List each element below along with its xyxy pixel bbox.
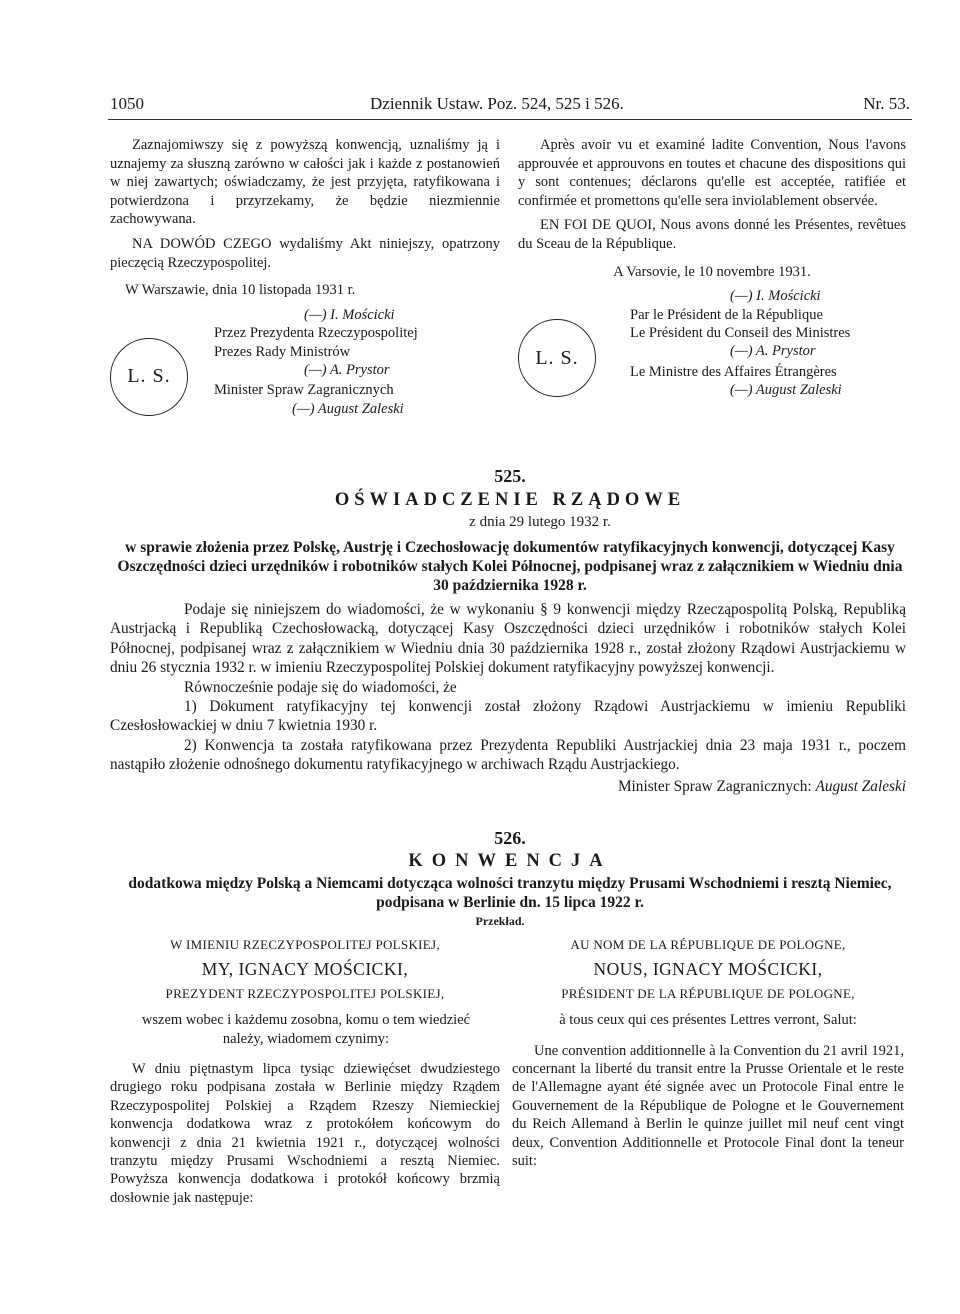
president-title: PREZYDENT RZECZYPOSPOLITEJ POLSKIEJ, xyxy=(165,985,445,1001)
signature-zaleski: (—) August Zaleski xyxy=(292,400,404,417)
president-name: MY, IGNACY MOŚCICKI, xyxy=(201,959,409,980)
signature-name: August Zaleski xyxy=(815,777,906,795)
section-525-signature xyxy=(110,777,906,796)
section-525-title: OŚWIADCZENIE RZĄDOWE xyxy=(334,490,686,510)
invocation-line-fr: AU NOM DE LA RÉPUBLIQUE DE POLOGNE, xyxy=(570,937,846,952)
issue-number: Nr. 53. xyxy=(863,94,910,113)
paragraph: Równocześnie podaje się do wiadomości, że xyxy=(184,678,457,696)
signature-moscicki-fr: (—) I. Mościcki xyxy=(730,288,821,305)
signature-label: Minister Spraw Zagranicznych: xyxy=(617,777,812,795)
section-525-body xyxy=(110,600,906,796)
journal-title: Dziennik Ustaw. Poz. 524, 525 i 526. xyxy=(370,94,624,113)
seal-stamp: L. S. xyxy=(110,338,188,416)
in-witness-paragraph: NA DOWÓD CZEGO wydaliśmy Akt niniejszy, opatrzony pieczęcią Rzeczypospolitej. xyxy=(110,235,500,271)
president-title-fr: PRÉSIDENT DE LA RÉPUBLIQUE DE POLOGNE, xyxy=(561,985,855,1001)
role-prime-minister-fr: Le Président du Conseil des Ministres xyxy=(630,324,851,341)
section-525-date: z dnia 29 lutego 1932 r. xyxy=(469,514,611,530)
convention-paragraph-fr: Une convention additionnelle à la Convention du 21 avril 1921, concernant la liberté du transit entre la Prusse Orientale et le reste de l'Allemagne ayant été signée avec un Protocole Final entre le Gouvernement de la République de Pologne et le Gouvernement du Reich Allemand à Berlin le quinze juillet mil neuf cent vingt deux, Convention Additionnelle et Protocole Final dont la teneur suit: xyxy=(512,1042,904,1170)
treaty-french-column xyxy=(518,136,906,417)
section-526-subject: dodatkowa między Polską a Niemcami dotycząca wolności tranzytu między Prusami Wschodniemi i resztą Niemiec, podpisana w Berlinie dn. 15 lipca 1922 r. xyxy=(128,875,892,911)
president-name-fr: NOUS, IGNACY MOŚCICKI, xyxy=(593,959,823,980)
place-date: W Warszawie, dnia 10 listopada 1931 r. xyxy=(125,282,356,299)
proclamation-line-fr: à tous ceux qui ces présentes Lettres verront, Salut: xyxy=(559,1012,857,1029)
signature-block xyxy=(110,306,500,436)
page-header xyxy=(110,94,910,118)
role-prime-minister: Prezes Rady Ministrów xyxy=(214,343,351,360)
section-526-title: KONWENCJA xyxy=(408,851,612,871)
proclamation-line: wszem wobec i każdemu zosobna, komu o tem wiedzieć należy, wiadomem czynimy: xyxy=(141,1012,471,1047)
ratification-paragraph: Zaznajomiwszy się z powyższą konwencją, uznaliśmy ją i uznajemy za słuszną zarówno w całości jak i każde z postanowień w niej zawartych; oświadczamy, że jest przyjęta, ratyfikowana i potwierdzona i przyrzekamy, że będzie niezmiennie zachowywana. xyxy=(110,137,500,228)
signature-prystor: (—) A. Prystor xyxy=(304,361,390,378)
list-item: 2) Konwencja ta została ratyfikowana przez Prezydenta Republiki Austrjackiej dnia 23 maja 1931 r., poczem nastąpiło złożenie odnośnego dokumentu ratyfikacyjnego w archiwach Rządu Austrjackiego. xyxy=(110,736,906,774)
seal-stamp-fr: L. S. xyxy=(518,319,596,397)
convention-french-column xyxy=(512,936,904,1170)
role-president: Przez Prezydenta Rzeczypospolitej xyxy=(214,325,418,342)
signature-block-fr xyxy=(518,287,906,417)
signatures xyxy=(214,306,418,418)
in-witness-paragraph-fr: EN FOI DE QUOI, Nous avons donné les Présentes, revêtues du Sceau de la République. xyxy=(518,217,906,252)
role-foreign-minister-fr: Le Ministre des Affaires Étrangères xyxy=(630,363,837,380)
page-number: 1050 xyxy=(110,94,144,113)
translation-note: Przekład. xyxy=(475,914,525,928)
role-foreign-minister: Minister Spraw Zagranicznych xyxy=(214,382,394,399)
signatures-fr xyxy=(630,287,850,399)
role-president-fr: Par le Président de la République xyxy=(630,306,823,323)
invocation-line: W IMIENIU RZECZYPOSPOLITEJ POLSKIEJ, xyxy=(170,937,440,952)
ratification-paragraph-fr: Après avoir vu et examiné ladite Convention, Nous l'avons approuvée et approuvons en toutes et chacune des dispositions qui y sont contenues; déclarons qu'elle est acceptée, ratifiée et confirmée et promettons qu'elle sera inviolablement observée. xyxy=(518,137,906,209)
convention-paragraph: W dniu piętnastym lipca tysiąc dziewięćset dwudziestego drugiego roku podpisana została w Berlinie między Rządem Rzeczypospolitej Polskiej a Rządem Rzeszy Niemieckiej konwencja dodatkowa wraz z protokółem końcowym do konwencji z dnia 21 kwietnia 1921 r., dotyczącej wolności tranzytu między Prusami Wschodniemi a resztą Niemiec. Powyższa konwencja dodatkowa i protokół końcowy brzmią dosłownie jak następuje: xyxy=(110,1061,500,1206)
section-525-number: 525. xyxy=(494,466,526,486)
signature-moscicki: (—) I. Mościcki xyxy=(304,306,395,323)
paragraph: Podaje się niniejszem do wiadomości, że w wykonaniu § 9 konwencji między Rzecząpospolitą Polską, Republiką Austrjacką i Republiką Czechosłowacką, dotyczącej Kasy Oszczędności dzieci urzędników i robotników stałych Kolei Północnej, podpisanej wraz z załącznikiem w Wiedniu dnia 30 października 1928 r., został złożony Rządowi Austrjackiemu w dniu 26 stycznia 1932 r. w imieniu Rzeczypospolitej Polskiej dokument ratyfikacyjny powyższej konwencji. xyxy=(110,601,906,677)
signature-zaleski-fr: (—) August Zaleski xyxy=(730,382,842,399)
convention-polish-column xyxy=(110,936,500,1207)
signature-prystor-fr: (—) A. Prystor xyxy=(730,343,816,360)
place-date-fr: A Varsovie, le 10 novembre 1931. xyxy=(613,263,811,280)
section-526-number: 526. xyxy=(494,828,526,848)
list-item: 1) Dokument ratyfikacyjny tej konwencji został złożony Rządowi Austrjackiemu w imieniu Republiki Czesłosłowackiej w dniu 7 kwietnia 1930 r. xyxy=(110,698,906,735)
section-525-subject: w sprawie złożenia przez Polskę, Austrję i Czechosłowację dokumentów ratyfikacyjnych konwencji, dotyczącej Kasy Oszczędności dzieci urzędników i robotników stałych Kolei Północnej, podpisanej wraz z załącznikiem w Wiedniu dnia 30 października 1928 r. xyxy=(117,539,903,594)
header-rule xyxy=(108,119,912,120)
treaty-polish-column xyxy=(110,136,500,436)
